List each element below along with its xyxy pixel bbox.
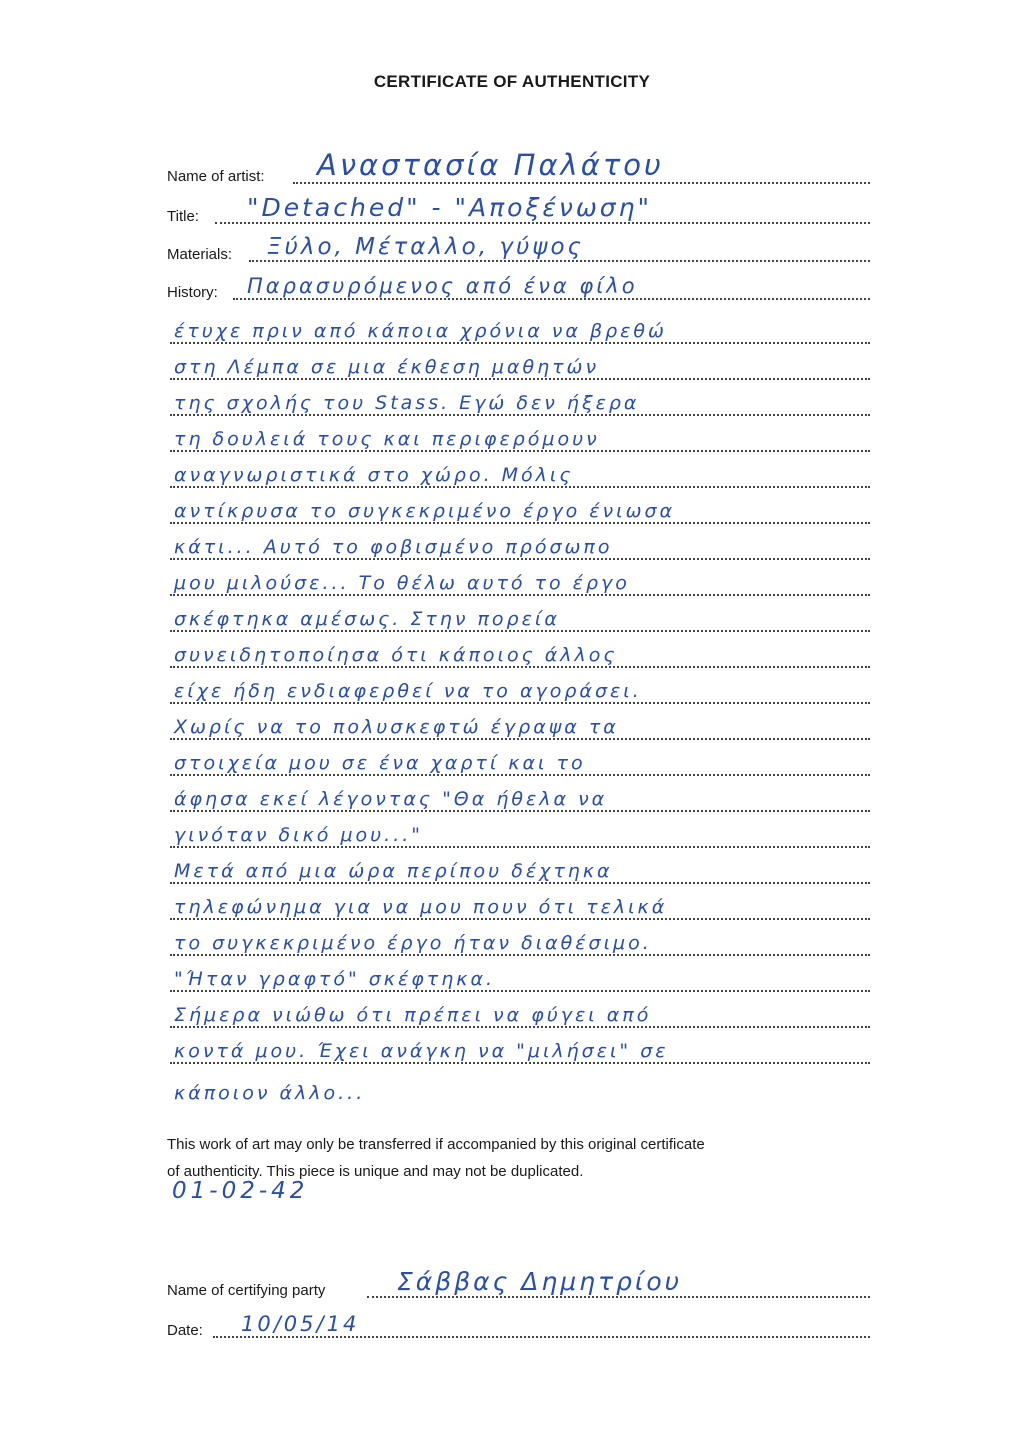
history-line: κάποιον άλλο... — [174, 1082, 366, 1104]
certifier-row — [167, 1267, 870, 1300]
artist-value: Αναστασία Παλάτου — [317, 148, 664, 182]
materials-row — [167, 234, 870, 264]
notice-line-1: This work of art may only be transferred if accompanied by this original certificate — [167, 1136, 705, 1153]
notice-line-2: of authenticity. This piece is unique and may not be duplicated. — [167, 1163, 584, 1180]
history-line: μου μιλούσε... Το θέλω αυτό το έργο — [170, 562, 870, 598]
history-label: History: — [167, 284, 218, 301]
history-row — [167, 272, 870, 302]
history-line: της σχολής του Stass. Εγώ δεν ήξερα — [170, 382, 870, 418]
artist-label: Name of artist: — [167, 168, 265, 185]
materials-label: Materials: — [167, 246, 233, 263]
history-line: Σήμερα νιώθω ότι πρέπει να φύγει από — [170, 994, 870, 1030]
history-first-line: Παρασυρόμενος από ένα φίλο — [247, 274, 638, 298]
date-label: Date: — [167, 1322, 203, 1339]
history-line: γινόταν δικό μου..." — [170, 814, 870, 850]
artist-row — [167, 148, 870, 186]
history-line: είχε ήδη ενδιαφερθεί να το αγοράσει. — [170, 670, 870, 706]
date-row — [167, 1310, 870, 1340]
history-line: "Ήταν γραφτό" σκέφτηκα. — [170, 958, 870, 994]
title-value: "Detached" - "Αποξένωση" — [247, 193, 652, 222]
history-line: το συγκεκριμένο έργο ήταν διαθέσιμο. — [170, 922, 870, 958]
materials-value: Ξύλο, Μέταλλο, γύψος — [267, 234, 585, 260]
certificate-title: CERTIFICATE OF AUTHENTICITY — [373, 72, 651, 91]
history-line: σκέφτηκα αμέσως. Στην πορεία — [170, 598, 870, 634]
certifier-value: Σάββας Δημητρίου — [397, 1267, 683, 1296]
title-label: Title: — [167, 208, 199, 225]
title-row — [167, 193, 870, 226]
certifier-label: Name of certifying party — [167, 1282, 326, 1299]
date-value: 10/05/14 — [241, 1312, 360, 1336]
history-line: στη Λέμπα σε μια έκθεση μαθητών — [170, 346, 870, 382]
history-line: κάτι... Αυτό το φοβισμένο πρόσωπο — [170, 526, 870, 562]
history-line: αναγνωριστικά στο χώρο. Μόλις — [170, 454, 870, 490]
history-line: Χωρίς να το πολυσκεφτώ έγραψα τα — [170, 706, 870, 742]
transfer-notice — [167, 1131, 867, 1185]
handwritten-date: 01-02-42 — [172, 1178, 309, 1204]
history-line: κοντά μου. Έχει ανάγκη να "μιλήσει" σε — [170, 1030, 870, 1066]
history-line: αντίκρυσα το συγκεκριμένο έργο ένιωσα — [170, 490, 870, 526]
history-line: άφησα εκεί λέγοντας "Θα ήθελα να — [170, 778, 870, 814]
history-line: έτυχε πριν από κάποια χρόνια να βρεθώ — [170, 310, 870, 346]
history-line: τηλεφώνημα για να μου πουν ότι τελικά — [170, 886, 870, 922]
history-line: τη δουλειά τους και περιφερόμουν — [170, 418, 870, 454]
history-line: συνειδητοποίησα ότι κάποιος άλλος — [170, 634, 870, 670]
history-line: στοιχεία μου σε ένα χαρτί και το — [170, 742, 870, 778]
history-line: Μετά από μια ώρα περίπου δέχτηκα — [170, 850, 870, 886]
